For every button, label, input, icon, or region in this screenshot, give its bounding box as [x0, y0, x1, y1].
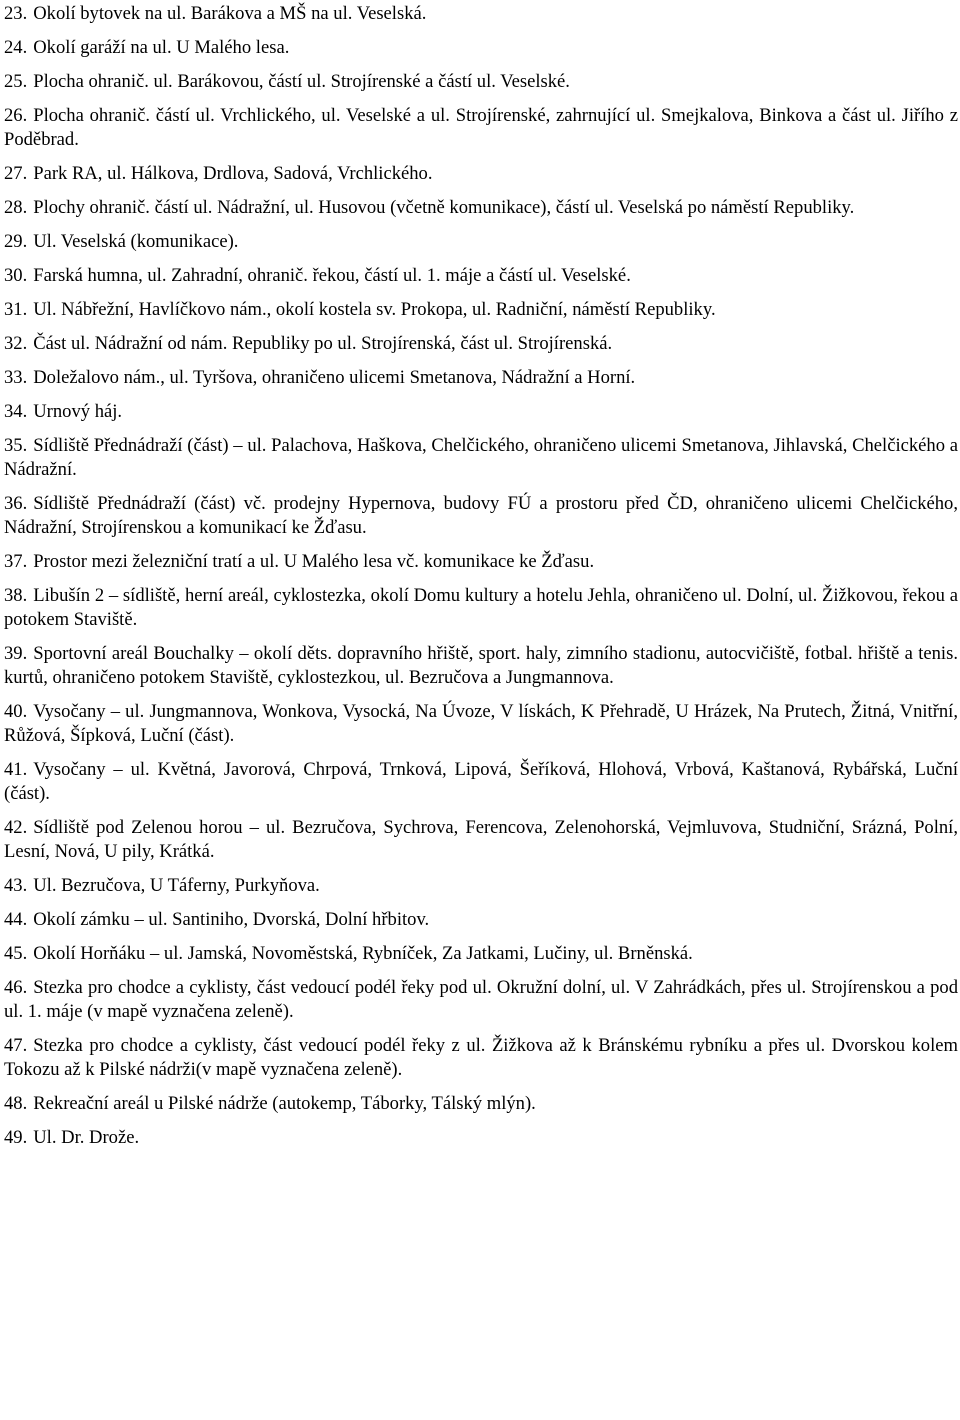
item-text: Část ul. Nádražní od nám. Republiky po ul. Strojírenská, část ul. Strojírenská. — [33, 333, 613, 354]
item-text: Vysočany – ul. Květná, Javorová, Chrpová, Trnková, Lipová, Šeříková, Hlohová, Vrbová, Kaštanová, Rybářská, Luční (část). — [4, 759, 958, 804]
item-text: Libušín 2 – sídliště, herní areál, cyklostezka, okolí Domu kultury a hotelu Jehla, ohraničeno ul. Dolní, ul. Žižkovou, řekou a potokem Staviště. — [4, 585, 958, 630]
item-text: Ul. Veselská (komunikace). — [33, 231, 239, 252]
item-text: Okolí garáží na ul. U Malého lesa. — [33, 37, 290, 58]
list-item — [4, 642, 958, 690]
list-item — [4, 1092, 958, 1116]
item-number: 26. — [4, 105, 28, 126]
list-item — [4, 264, 958, 288]
list-item — [4, 492, 958, 540]
item-number: 47. — [4, 1035, 28, 1056]
item-number: 28. — [4, 197, 28, 218]
item-number: 33. — [4, 367, 28, 388]
item-text: Stezka pro chodce a cyklisty, část vedoucí podél řeky pod ul. Okružní dolní, ul. V Zahrádkách, přes ul. Strojírenskou a pod ul. 1. máje (v mapě vyznačena zeleně). — [4, 977, 958, 1022]
item-text: Sídliště Přednádraží (část) – ul. Palachova, Haškova, Chelčického, ohraničeno ulicemi Smetanova, Jihlavská, Chelčického a Nádražní. — [4, 435, 958, 480]
item-number: 42. — [4, 817, 28, 838]
list-item — [4, 162, 958, 186]
item-number: 34. — [4, 401, 28, 422]
numbered-list — [4, 2, 958, 1150]
item-text: Ul. Nábřežní, Havlíčkovo nám., okolí kostela sv. Prokopa, ul. Radniční, náměstí Republiky. — [33, 299, 716, 320]
item-text: Ul. Bezručova, U Táferny, Purkyňova. — [33, 875, 320, 896]
list-item — [4, 700, 958, 748]
list-item — [4, 196, 958, 220]
item-text: Sídliště Přednádraží (část) vč. prodejny Hypernova, budovy FÚ a prostoru před ČD, ohraničeno ulicemi Chelčického, Nádražní, Strojírenskou a komunikací ke Žďasu. — [4, 493, 958, 538]
item-number: 25. — [4, 71, 28, 92]
item-text: Rekreační areál u Pilské nádrže (autokemp, Táborky, Tálský mlýn). — [33, 1093, 536, 1114]
item-number: 44. — [4, 909, 28, 930]
item-number: 30. — [4, 265, 28, 286]
list-item — [4, 434, 958, 482]
list-item — [4, 400, 958, 424]
item-number: 45. — [4, 943, 28, 964]
item-text: Sídliště pod Zelenou horou – ul. Bezručova, Sychrova, Ferencova, Zelenohorská, Vejmluvova, Studniční, Srázná, Polní, Lesní, Nová, U pily, Krátká. — [4, 817, 958, 862]
list-item — [4, 942, 958, 966]
list-item — [4, 2, 958, 26]
item-text: Plochy ohranič. částí ul. Nádražní, ul. Husovou (včetně komunikace), částí ul. Veselská po náměstí Republiky. — [33, 197, 855, 218]
item-text: Okolí bytovek na ul. Barákova a MŠ na ul. Veselská. — [33, 3, 427, 24]
item-number: 49. — [4, 1127, 28, 1148]
item-text: Ul. Dr. Drože. — [33, 1127, 140, 1148]
list-item — [4, 70, 958, 94]
item-text: Doležalovo nám., ul. Tyršova, ohraničeno ulicemi Smetanova, Nádražní a Horní. — [33, 367, 636, 388]
item-text: Plocha ohranič. částí ul. Vrchlického, ul. Veselské a ul. Strojírenské, zahrnující ul. Smejkalova, Binkova a část ul. Jiřího z Poděbrad. — [4, 105, 958, 150]
item-number: 40. — [4, 701, 28, 722]
list-item — [4, 1034, 958, 1082]
item-number: 41. — [4, 759, 28, 780]
list-item — [4, 976, 958, 1024]
item-number: 37. — [4, 551, 28, 572]
list-item — [4, 1126, 958, 1150]
item-text: Urnový háj. — [33, 401, 123, 422]
item-text: Stezka pro chodce a cyklisty, část vedoucí podél řeky z ul. Žižkova až k Bránskému rybníku a přes ul. Dvorskou kolem Tokozu až k Pilské nádrži(v mapě vyznačena zeleně). — [4, 1035, 958, 1080]
item-text: Vysočany – ul. Jungmannova, Wonkova, Vysocká, Na Úvoze, V lískách, K Přehradě, U Hrázek, Na Prutech, Žitná, Vnitřní, Růžová, Šípková, Luční (část). — [4, 701, 958, 746]
item-number: 29. — [4, 231, 28, 252]
item-number: 32. — [4, 333, 28, 354]
list-item — [4, 36, 958, 60]
item-number: 43. — [4, 875, 28, 896]
item-text: Plocha ohranič. ul. Barákovou, částí ul. Strojírenské a částí ul. Veselské. — [33, 71, 570, 92]
list-item — [4, 230, 958, 254]
item-number: 27. — [4, 163, 28, 184]
list-item — [4, 874, 958, 898]
item-text: Okolí zámku – ul. Santiniho, Dvorská, Dolní hřbitov. — [33, 909, 430, 930]
item-text: Farská humna, ul. Zahradní, ohranič. řekou, částí ul. 1. máje a částí ul. Veselské. — [33, 265, 631, 286]
item-number: 35. — [4, 435, 28, 456]
item-text: Prostor mezi železniční tratí a ul. U Malého lesa vč. komunikace ke Žďasu. — [33, 551, 595, 572]
item-text: Park RA, ul. Hálkova, Drdlova, Sadová, Vrchlického. — [33, 163, 433, 184]
item-number: 38. — [4, 585, 28, 606]
list-item — [4, 298, 958, 322]
list-item — [4, 584, 958, 632]
item-number: 31. — [4, 299, 28, 320]
list-item — [4, 550, 958, 574]
item-text: Okolí Horňáku – ul. Jamská, Novoměstská, Rybníček, Za Jatkami, Lučiny, ul. Brněnská. — [33, 943, 693, 964]
item-text: Sportovní areál Bouchalky – okolí děts. dopravního hřiště, sport. haly, zimního stadionu, autocvičiště, fotbal. hřiště a tenis. kurtů, ohraničeno potokem Staviště, cyklostezkou, ul. Bezručova a Jungmannova. — [4, 643, 958, 688]
list-item — [4, 908, 958, 932]
item-number: 24. — [4, 37, 28, 58]
item-number: 39. — [4, 643, 28, 664]
item-number: 36. — [4, 493, 28, 514]
list-item — [4, 758, 958, 806]
list-item — [4, 366, 958, 390]
item-number: 23. — [4, 3, 28, 24]
list-item — [4, 104, 958, 152]
item-number: 48. — [4, 1093, 28, 1114]
list-item — [4, 816, 958, 864]
item-number: 46. — [4, 977, 28, 998]
list-item — [4, 332, 958, 356]
